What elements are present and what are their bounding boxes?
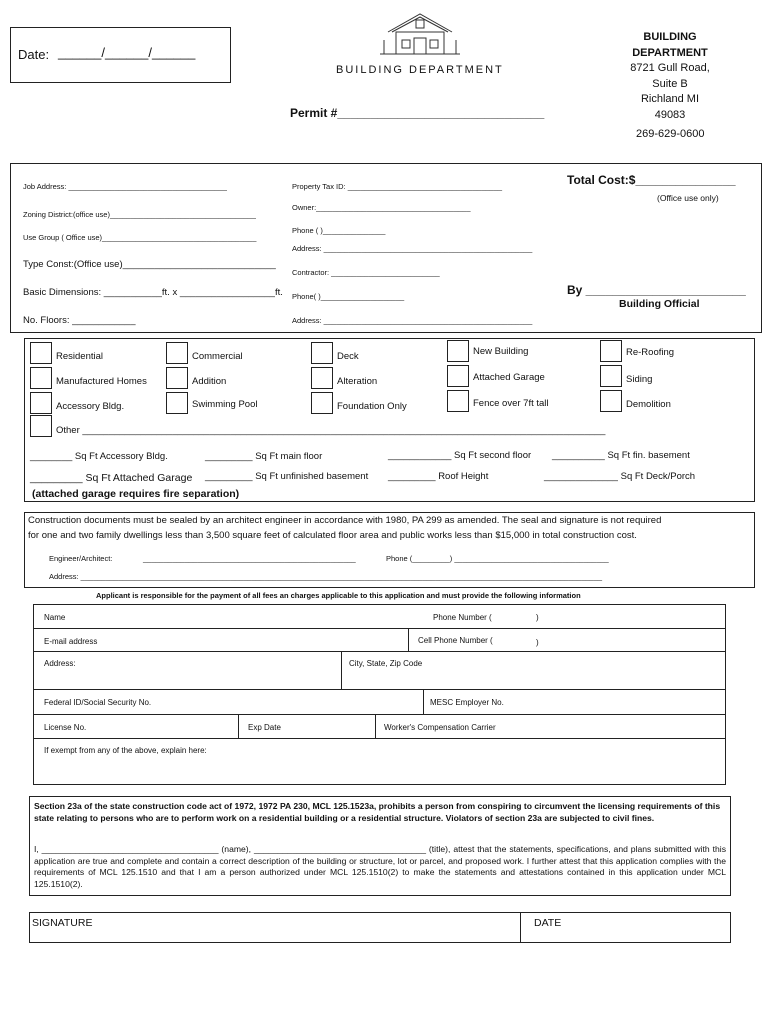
other-checkbox[interactable] xyxy=(30,415,52,437)
sqft-second-floor-field[interactable]: ____________ Sq Ft second floor xyxy=(388,450,532,461)
new-building-checkbox[interactable] xyxy=(447,340,469,362)
type-const-field[interactable]: Type Const:(Office use)_____________________________ xyxy=(23,259,276,270)
addition-checkbox[interactable] xyxy=(166,367,188,389)
address-line: Richland MI xyxy=(640,93,700,105)
sqft-accessory-field[interactable]: ________ Sq Ft Accessory Bldg. xyxy=(30,451,168,462)
address-line: Suite B xyxy=(652,77,688,90)
owner-phone-field[interactable]: Phone ( )_______________ xyxy=(292,226,386,235)
house-logo-icon xyxy=(380,10,460,58)
contractor-field[interactable]: Contractor: __________________________ xyxy=(292,268,440,277)
zoning-field[interactable]: Zoning District:(office use)___________________________________ xyxy=(23,210,256,219)
building-official-signature[interactable]: By ________________________ xyxy=(567,283,746,297)
sqft-attached-garage-field[interactable]: _________ Sq Ft Attached Garage xyxy=(30,472,193,484)
total-cost-field[interactable]: Total Cost:$_______________ xyxy=(567,173,736,187)
floors-field[interactable]: No. Floors: ____________ xyxy=(23,315,136,326)
applicant-cell-close: ) xyxy=(536,638,539,647)
contractor-phone-field[interactable]: Phone( )____________________ xyxy=(292,292,405,301)
alteration-checkbox[interactable] xyxy=(311,367,333,389)
sqft-main-floor-field[interactable]: _________ Sq Ft main floor xyxy=(205,451,323,462)
attestation-text[interactable]: I, _____________________________________ (name), ____________________________________ (title), attest that the statements, specifications, and plans submitted with this application are true and complete and contain a correct description of the building or structure, lot or parcel, and proposed work. I further attest that this application complies with the requirements of MCL 125.1510 and that I am a person authorized under MCL 125.1510(2) to make the statements and attestations contained in this application under MCL 125.1510(2). xyxy=(34,844,726,889)
new-building-label: New Building xyxy=(473,346,529,357)
date-label: Date: xyxy=(18,47,50,62)
accessory-bldg-label: Accessory Bldg. xyxy=(56,401,125,412)
date-field[interactable]: ______/______/______ xyxy=(58,45,196,60)
signature-date-field[interactable]: DATE xyxy=(534,917,562,929)
construction-note-line1: Construction documents must be sealed by an architect engineer in accordance with 1980, PA 299 as amended. The seal and signature is not required xyxy=(28,515,662,526)
federal-id-field[interactable]: Federal ID/Social Security No. xyxy=(44,698,152,707)
signature-box xyxy=(29,912,731,943)
siding-checkbox[interactable] xyxy=(600,365,622,387)
commercial-label: Commercial xyxy=(192,351,243,362)
use-group-field[interactable]: Use Group ( Office use)_____________________________________ xyxy=(23,233,257,242)
commercial-checkbox[interactable] xyxy=(166,342,188,364)
engineer-address-field[interactable]: Address: _____________________________________________________________________________________________________________________________ xyxy=(49,572,603,581)
applicant-name-field[interactable]: Name xyxy=(44,613,66,622)
swimming-pool-checkbox[interactable] xyxy=(166,392,188,414)
basic-dimensions-field[interactable]: Basic Dimensions: ___________ft. x __________________ft. xyxy=(23,287,283,298)
owner-address-field[interactable]: Address: __________________________________________________ xyxy=(292,244,533,253)
other-field[interactable]: Other ___________________________________________________________________________________________________ xyxy=(56,425,606,436)
engineer-field[interactable]: ___________________________________________________ xyxy=(143,554,356,563)
addition-label: Addition xyxy=(192,376,227,387)
exp-date-field[interactable]: Exp Date xyxy=(248,723,281,732)
address-line: DEPARTMENT xyxy=(632,46,708,59)
foundation-only-label: Foundation Only xyxy=(337,401,407,412)
address-line: BUILDING xyxy=(643,31,697,43)
garage-fire-note: (attached garage requires fire separation) xyxy=(32,488,240,500)
applicant-address-field[interactable]: Address: xyxy=(44,659,76,668)
permit-number[interactable]: Permit #_______________________________ xyxy=(290,106,545,120)
manufactured-homes-checkbox[interactable] xyxy=(30,367,52,389)
roof-height-field[interactable]: _________ Roof Height xyxy=(388,471,489,482)
engineer-label: Engineer/Architect: xyxy=(49,554,113,563)
signature-field[interactable]: SIGNATURE xyxy=(32,917,93,929)
building-official-label: Building Official xyxy=(619,298,700,310)
re-roofing-checkbox[interactable] xyxy=(600,340,622,362)
tax-id-field[interactable]: Property Tax ID: _____________________________________ xyxy=(292,182,503,191)
engineer-phone-field[interactable]: Phone (_________) _____________________________________ xyxy=(386,554,609,563)
applicant-city-field[interactable]: City, State, Zip Code xyxy=(349,659,423,668)
mesc-field[interactable]: MESC Employer No. xyxy=(430,698,504,707)
contractor-address-field[interactable]: Address: __________________________________________________ xyxy=(292,316,533,325)
re-roofing-label: Re-Roofing xyxy=(626,347,675,358)
deck-checkbox[interactable] xyxy=(311,342,333,364)
applicant-email-field[interactable]: E-mail address xyxy=(44,637,98,646)
applicant-cell-field[interactable]: Cell Phone Number ( xyxy=(418,636,493,645)
job-address-field[interactable]: Job Address: ______________________________________ xyxy=(23,182,227,191)
applicant-heading: Applicant is responsible for the payment of all fees an charges applicable to this application and must provide the following information xyxy=(96,591,581,600)
department-address xyxy=(600,30,740,123)
fence-label: Fence over 7ft tall xyxy=(473,398,549,409)
applicant-table xyxy=(33,604,726,785)
section-23a-warning: Section 23a of the state construction code act of 1972, 1972 PA 230, MCL 125.1523a, prohibits a person from conspiring to circumvent the licensing requirements of this state relating to persons who are to perform work on a residential building or a residential structure. Violators of section 23a are subjected to civil fines. xyxy=(34,801,721,823)
residential-checkbox[interactable] xyxy=(30,342,52,364)
demolition-label: Demolition xyxy=(626,399,671,410)
foundation-only-checkbox[interactable] xyxy=(311,392,333,414)
applicant-phone-field[interactable]: Phone Number ( xyxy=(433,613,492,622)
exempt-explain-field[interactable]: If exempt from any of the above, explain here: xyxy=(44,746,207,755)
accessory-bldg-checkbox[interactable] xyxy=(30,392,52,414)
workers-comp-field[interactable]: Worker's Compensation Carrier xyxy=(384,723,496,732)
manufactured-homes-label: Manufactured Homes xyxy=(56,376,147,387)
attached-garage-label: Attached Garage xyxy=(473,372,545,383)
address-line: 8721 Gull Road, xyxy=(630,62,710,74)
sqft-unfinished-basement-field[interactable]: _________ Sq Ft unfinished basement xyxy=(205,471,369,482)
address-line: 49083 xyxy=(654,108,686,121)
residential-label: Residential xyxy=(56,351,103,362)
swimming-pool-label: Swimming Pool xyxy=(192,399,258,410)
department-phone: 269-629-0600 xyxy=(636,128,705,140)
fence-checkbox[interactable] xyxy=(447,390,469,412)
sqft-fin-basement-field[interactable]: __________ Sq Ft fin. basement xyxy=(552,450,690,461)
owner-field[interactable]: Owner:_____________________________________ xyxy=(292,203,471,212)
applicant-phone-close: ) xyxy=(536,613,539,622)
department-title: BUILDING DEPARTMENT xyxy=(336,64,504,76)
construction-note-line2: for one and two family dwellings less than 3,500 square feet of calculated floor area and public works less than $15,000 in total construction cost. xyxy=(28,530,637,541)
office-use-note: (Office use only) xyxy=(657,193,719,203)
license-field[interactable]: License No. xyxy=(44,723,87,732)
attached-garage-checkbox[interactable] xyxy=(447,365,469,387)
siding-label: Siding xyxy=(626,374,653,385)
demolition-checkbox[interactable] xyxy=(600,390,622,412)
deck-label: Deck xyxy=(337,351,359,362)
sqft-deck-porch-field[interactable]: ______________ Sq Ft Deck/Porch xyxy=(544,471,696,482)
alteration-label: Alteration xyxy=(337,376,378,387)
